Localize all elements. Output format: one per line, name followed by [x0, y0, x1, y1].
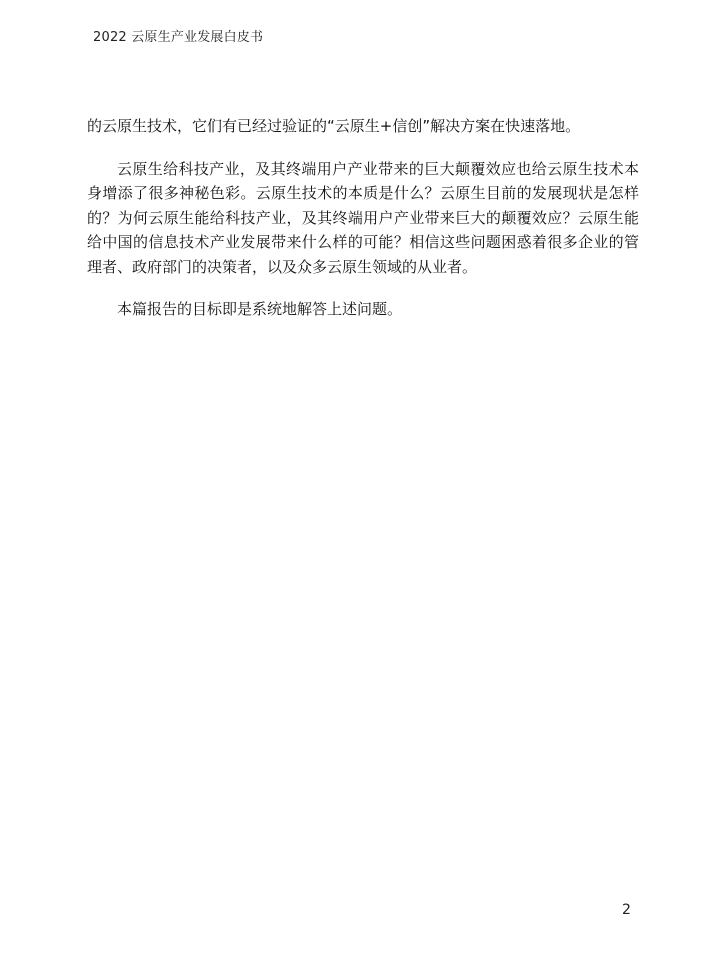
- page-number: 2: [622, 902, 631, 918]
- running-header-title: 2022 云原生产业发展白皮书: [93, 30, 264, 45]
- paragraph-cloud-native-impact: 云原生给科技产业，及其终端用户产业带来的巨大颠覆效应也给云原生技术本身增添了很多神秘色彩。云原生技术的本质是什么？云原生目前的发展现状是怎样的？为何云原生能给科技产业，及其终端用户产业带来巨大的颠覆效应？云原生能给中国的信息技术产业发展带来什么样的可能？相信这些问题困惑着很多企业的管理者、政府部门的决策者，以及众多云原生领域的从业者。: [87, 159, 639, 276]
- paragraph-continuation: 的云原生技术，它们有已经过验证的“云原生+信创”解决方案在快速落地。: [87, 117, 581, 135]
- body-text: [87, 114, 639, 340]
- paragraph-report-goal: 本篇报告的目标即是系统地解答上述问题。: [117, 300, 403, 318]
